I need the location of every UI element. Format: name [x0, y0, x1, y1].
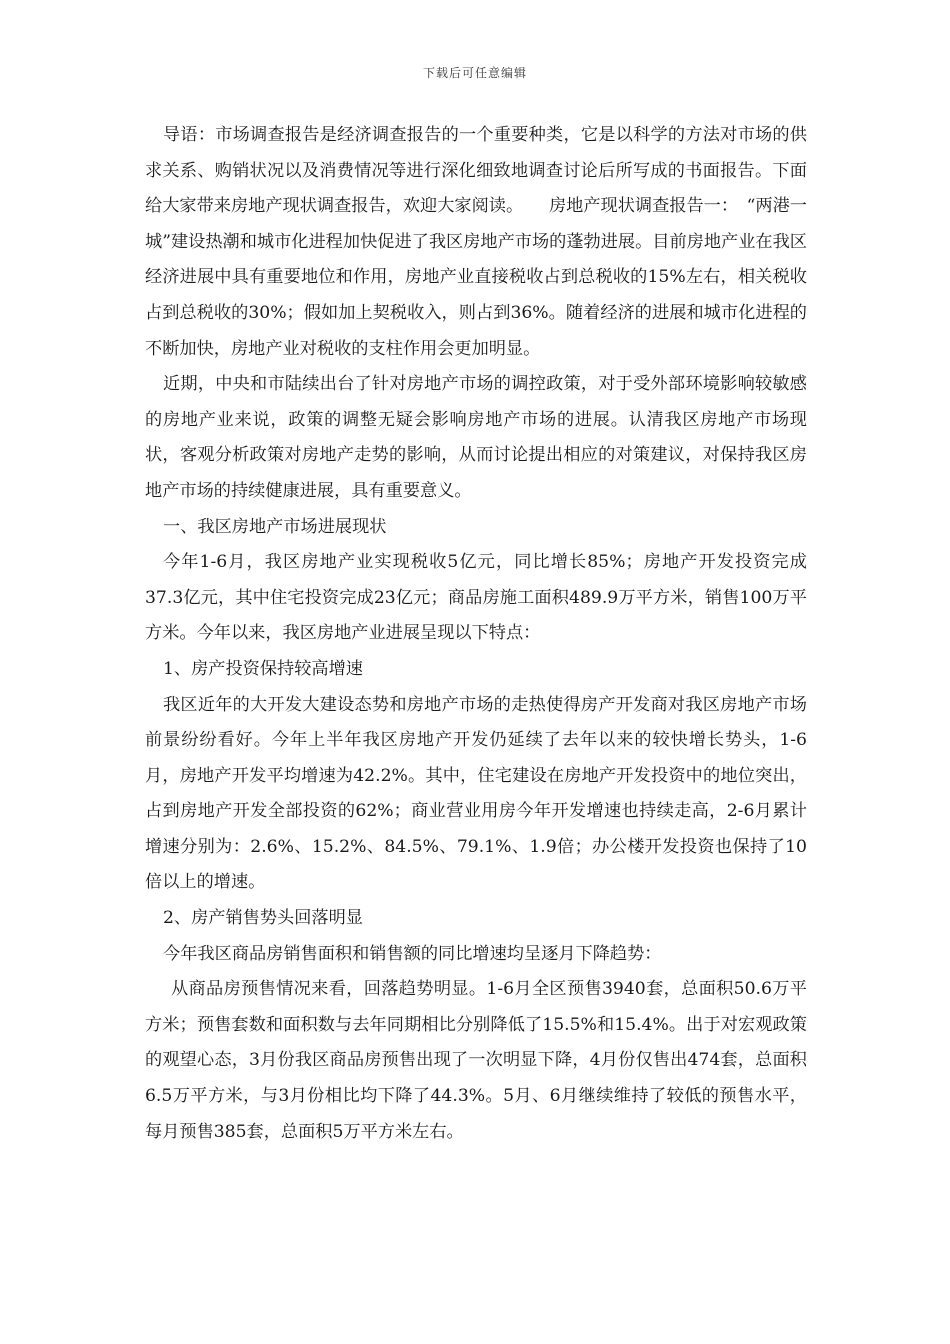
paragraph-intro: 导语：市场调查报告是经济调查报告的一个重要种类，它是以科学的方法对市场的供求关系、购销状况以及消费情况等进行深化细致地调查讨论后所写成的书面报告。下面给大家带来房地产现状调查报告，欢迎大家阅读。 房地产现状调查报告一： “两港一城”建设热潮和城市化进程加快促进了我区房地产市场的蓬勃进展。目前房地产业在我区经济进展中具有重要地位和作用，房地产业直接税收占到总税收的15%左右，相关税收占到总税收的30%；假如加上契税收入，则占到36%。随着经济的进展和城市化进程的不断加快，房地产业对税收的支柱作用会更加明显。 [145, 125, 807, 359]
paragraph-presale: 从商品房预售情况来看，回落趋势明显。1-6月全区预售3940套，总面积50.6万平方米；预售套数和面积数与去年同期相比分别降低了15.5%和15.4%。出于对宏观政策的观望心态，3月份我区商品房预售出现了一次明显下降，4月份仅售出474套，总面积6.5万平方米，与3月份相比均下降了44.3%。5月、6月继续维持了较低的预售水平，每月预售385套，总面积5万平方米左右。 [145, 979, 807, 1142]
paragraph-policy: 近期，中央和市陆续出台了针对房地产市场的调控政策，对于受外部环境影响较敏感的房地产业来说，政策的调整无疑会影响房地产市场的进展。认清我区房地产市场现状，客观分析政策对房地产走势的影响，从而讨论提出相应的对策建议，对保持我区房地产市场的持续健康进展，具有重要意义。 [145, 374, 807, 501]
paragraph-status: 今年1-6月，我区房地产业实现税收5亿元，同比增长85%；房地产开发投资完成37.3亿元，其中住宅投资完成23亿元；商品房施工面积489.9万平方米，销售100万平方米。今年以来，我区房地产业进展呈现以下特点： [145, 552, 807, 644]
header-note: 下载后可任意编辑 [422, 66, 527, 80]
subheading-2: 2、房产销售势头回落明显 [163, 908, 363, 929]
subheading-1: 1、房产投资保持较高增速 [163, 658, 363, 679]
paragraph-investment: 我区近年的大开发大建设态势和房地产市场的走热使得房产开发商对我区房地产市场前景纷纷看好。今年上半年我区房地产开发仍延续了去年以来的较快增长势头，1-6月，房地产开发平均增速为42.2%。其中，住宅建设在房地产开发投资中的地位突出，占到房地产开发全部投资的62%；商业营业用房今年开发增速也持续走高，2-6月累计增速分别为：2.6%、15.2%、84.5%、79.1%、1.9倍；办公楼开发投资也保持了10倍以上的增速。 [145, 694, 807, 893]
paragraph-sales-trend: 今年我区商品房销售面积和销售额的同比增速均呈逐月下降趋势： [163, 943, 662, 964]
document-body [145, 118, 807, 1150]
section-heading-1: 一、我区房地产市场进展现状 [163, 516, 387, 537]
